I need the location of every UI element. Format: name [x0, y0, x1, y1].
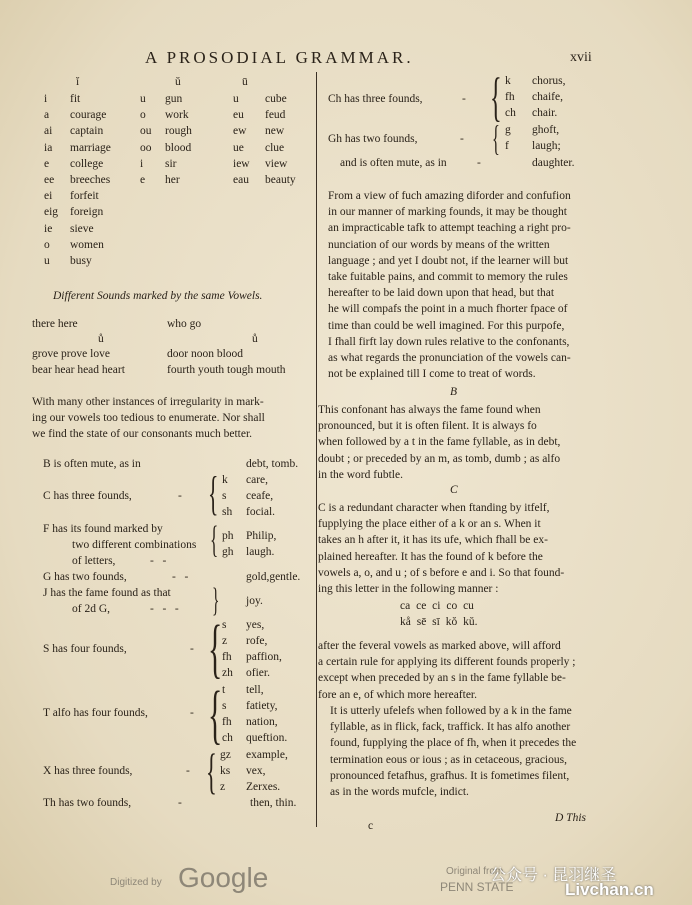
- vowel-spelling: ie: [44, 222, 53, 235]
- ka-row: kå sē sī kŏ kŭ.: [400, 616, 478, 628]
- text-line: fore an e, of which more hereafter.: [318, 688, 478, 701]
- section-c-heading: C: [450, 484, 458, 496]
- text-line: This confonant has always the fame found when: [318, 404, 541, 416]
- cons-t-letter: s: [222, 700, 227, 712]
- diff-line-2b: door noon blood: [167, 348, 244, 360]
- penn-state-label: PENN STATE: [440, 880, 514, 894]
- vowel-accent: ĭ: [76, 76, 80, 88]
- cons-f-letter: ph: [222, 530, 234, 542]
- text-line: hereafter to be laid down upon that head, but that: [328, 287, 555, 300]
- text-line: It is utterly ufelefs when followed by a k in the fame: [330, 705, 572, 717]
- text-line: an impracticable tafk to attempt teaching a right pro-: [328, 222, 571, 235]
- page-number: xvii: [570, 50, 592, 65]
- vowel-example: blood: [165, 141, 192, 154]
- cons-x-label: X has three founds,: [43, 765, 133, 777]
- vowel-example: foreign: [70, 206, 104, 219]
- left-paragraph: [32, 394, 265, 443]
- ch-letter: fh: [505, 91, 515, 103]
- catchword: D This: [555, 812, 586, 824]
- digitized-by-label: Digitized by: [110, 877, 162, 888]
- text-line: pronounced fetafhus, grafhus. It is fometimes filent,: [330, 769, 570, 782]
- text-line: doubt ; or preceded by an m, as tomb, dumb ; as alfo: [318, 452, 561, 465]
- cons-s-letter: z: [222, 635, 228, 647]
- vowel-spelling: ue: [233, 141, 244, 154]
- vowel-example: clue: [265, 141, 285, 154]
- ch-label: Ch has three founds,: [328, 93, 423, 105]
- google-logo: Google: [178, 862, 269, 893]
- text-line: C is a redundant character when ftanding by itfelf,: [318, 502, 550, 514]
- cons-th-label: Th has two founds,: [43, 797, 132, 809]
- diff-line-2: grove prove love: [32, 348, 110, 360]
- text-line: fyllable, as in flick, fack, traffick. It has alfo another: [330, 721, 571, 734]
- vowel-spelling: eig: [44, 206, 59, 219]
- text-line: as in the words mufcle, indict.: [330, 786, 469, 799]
- diff-line-3: bear hear head heart: [32, 364, 125, 376]
- text-line: we find the state of our consonants much better.: [32, 428, 253, 441]
- cons-s-example: ofier.: [246, 667, 270, 679]
- running-header: A PROSODIAL GRAMMAR.: [145, 48, 414, 67]
- vowel-example: forfeit: [70, 190, 99, 203]
- vowel-example: breeches: [70, 174, 111, 186]
- cons-g-example: gold,gentle.: [246, 571, 301, 583]
- cons-t-label: T alfo has four founds,: [43, 707, 148, 719]
- cons-f-example: laugh.: [246, 546, 275, 558]
- vowel-example: her: [165, 174, 180, 186]
- text-line: a certain rule for applying its different founds properly ;: [318, 656, 576, 669]
- text-line: when followed by a t in the fame fyllable, as in debt,: [318, 436, 561, 449]
- vowel-spelling: eu: [233, 109, 244, 122]
- vowel-spelling: i: [140, 157, 144, 170]
- vowel-spelling: e: [140, 174, 146, 186]
- text-line: language ; and yet I doubt not, if the learner will but: [328, 254, 569, 267]
- cons-c-example: care,: [246, 474, 269, 486]
- text-line: he will compafs the point in a much fhorter fpace of: [328, 303, 568, 316]
- vowel-spelling: u: [44, 255, 50, 267]
- cons-t-letter: fh: [222, 716, 232, 728]
- right-paragraph-1: [328, 188, 571, 382]
- text-line: except when preceded by an s in the fame fyllable be-: [318, 672, 566, 685]
- cons-f-label: two different combinations: [72, 539, 197, 551]
- vowel-example: courage: [70, 109, 107, 122]
- cons-t-example: nation,: [246, 716, 278, 728]
- vowel-spelling: ew: [233, 125, 247, 138]
- vowel-accent: ū: [242, 76, 248, 88]
- vowel-example: busy: [70, 255, 92, 267]
- vowel-spelling: ou: [140, 125, 152, 138]
- cons-s-letter: fh: [222, 651, 232, 663]
- cons-s-letter: s: [222, 619, 227, 631]
- cons-s-example: rofe,: [246, 635, 268, 647]
- c-paragraph: [318, 500, 564, 597]
- cons-c-letter: s: [222, 490, 227, 502]
- text-line: takes an h after it, it has its ufe, which fhall be ex-: [318, 534, 548, 547]
- vowel-spelling: o: [44, 238, 50, 251]
- text-line: found, fupplying the place of fh, when it precedes the: [330, 737, 577, 750]
- vowel-example: gun: [165, 93, 183, 105]
- watermark-text: 公众号 · 昆羽继圣: [490, 867, 617, 884]
- original-from-label: Original from: [446, 866, 504, 877]
- gh-example: ghoft,: [532, 124, 560, 136]
- cons-x-example: vex,: [246, 765, 266, 777]
- vowel-spelling: u: [233, 93, 239, 105]
- mute-label: and is often mute, as in: [340, 157, 447, 169]
- vowel-example: rough: [165, 125, 192, 138]
- gh-letter: g: [505, 124, 511, 136]
- text-line: fupplying the place either of a k or an s. When it: [318, 518, 541, 531]
- text-line: pronounced, but it is often filent. It is always fo: [318, 420, 537, 433]
- cons-th-example: then, thin.: [250, 797, 297, 809]
- vowel-example: view: [265, 157, 288, 170]
- diff-line-3b: fourth youth tough mouth: [167, 364, 286, 376]
- cons-c-letter: k: [222, 474, 228, 486]
- cons-x-letter: z: [220, 781, 226, 793]
- ch-example: chorus,: [532, 75, 566, 87]
- vowel-spelling: iew: [233, 157, 250, 170]
- ch-letter: ch: [505, 107, 516, 119]
- cons-j-example: joy.: [246, 595, 263, 607]
- cons-t-letter: t: [222, 684, 226, 696]
- vowel-spelling: ei: [44, 190, 53, 203]
- vowel-spelling: i: [44, 93, 48, 105]
- cons-s-example: paffion,: [246, 651, 282, 663]
- cons-t-letter: ch: [222, 732, 233, 744]
- gh-letter: f: [505, 140, 509, 152]
- vowel-spelling: ia: [44, 141, 53, 154]
- book-page: A PROSODIAL GRAMMAR. xvii ĭ ŭ ū i fit a courage ai captain ia marriage e college ee breeches ei forfeit eig foreign ie sieve o women u busy u gun o work ou rough oo blood i sir e her u cube eu feud ew new ue clue iew view eau beauty Different Sounds marked by the same Vowels. there here who go ů ů grove prove love door noon blood bear hear head heart fourth youth tough mouth With many other instances of irregularity in mark- ing our vowels too tedious to enumerate. Nor shall we find the state of our consonants much better. B is often mute, as in debt, tomb. C has three founds, - { k s sh care, ceafe, focial. F has its found marked by two different combinations of letters, - - { ph gh Philip, laugh. G has two founds, - - gold,gentle. J has the fame found as that of 2d G, - - - } joy. S has four founds, - { s z fh zh yes, rofe, paffion, ofier. T alfo has four founds, - { t s fh ch tell, fatiety, nation, queftion. X has three founds, - { gz ks z example, vex, Zerxes. Th has two founds, - then, thin. Ch has three founds, - { k fh ch chorus, chaife, chair. Gh has two founds, - { g f ghoft, laugh; and is often mute, as in - daughter. From a view of fuch amazing diforder and confufion in our manner of marking founds, it may be thought an impracticable tafk to attempt teaching a right pro- nunciation of our words by means of the written language ; and yet I doubt not, if the learner will but take fuitable pains, and commit to memory the rules hereafter to be laid down upon that head, but that he will compafs the point in a much fhorter fpace of time than could be well imagined. For this purpofe, I fhall firft lay down rules relative to the confonants, as what regards the pronunciation of the vowels can- not be explained till I come to treat of words. B This confonant has always the fame found when pronounced, but it is often filent. It is always fo when followed by a t in the fame fyllable, as in debt, doubt ; or preceded by an m, as tomb, dumb ; as alfo in the word fubtle. C C is a redundant character when ftanding by itfelf, fupplying the place either of a k or an s. When it takes an h after it, it has its ufe, which fhall be ex- plained hereafter. It has the found of k before the vowels a, o, and u ; of s before e and i. So that found- ing this letter in the following manner : ca ce ci co cu kå sē sī kŏ kŭ. after the feveral vowels as marked above, will afford a certain rule for applying its different founds properly ; except when preceded by an s in the fame fyllable be- fore an e, of which more hereafter. It is utterly ufelefs when followed by a k in the fame fyllable, as in flick, fack, traffick. It has alfo another found, fupplying the place of fh, when it precedes the termination eous or ious ; as in cetaceous, gracious, pronounced fetafhus, grafhus. It is fometimes filent, as in the words mufcle, indict. c D This Digitized by Google Original from PENN STATE 公众号 · 昆羽继圣 Livchan.cn: [0, 0, 692, 905]
- cons-x-letter: gz: [220, 749, 231, 761]
- cons-f-example: Philip,: [246, 530, 277, 542]
- vowel-example: fit: [70, 93, 81, 105]
- section-b-heading: B: [450, 386, 458, 398]
- vowel-spelling: o: [140, 109, 146, 122]
- vowel-example: new: [265, 125, 285, 138]
- text-line: in the word fubtle.: [318, 468, 403, 481]
- cons-t-example: fatiety,: [246, 700, 278, 712]
- text-line: With many other instances of irregularity in mark-: [32, 396, 264, 408]
- diff-accent-b: ů: [252, 333, 258, 345]
- vowel-example: work: [165, 109, 189, 122]
- cons-f-label: of letters,: [72, 555, 116, 567]
- vowel-example: captain: [70, 125, 104, 138]
- ch-letter: k: [505, 75, 511, 87]
- vowel-accent: ŭ: [175, 76, 181, 88]
- text-line: termination eous or ious ; as in cetaceous, gracious,: [330, 753, 567, 766]
- cons-b-label: B is often mute, as in: [43, 458, 141, 470]
- vowel-spelling: a: [44, 109, 50, 122]
- gh-label: Gh has two founds,: [328, 133, 418, 145]
- mute-example: daughter.: [532, 157, 575, 169]
- cons-s-example: yes,: [246, 619, 265, 631]
- cons-c-example: focial.: [246, 506, 276, 518]
- vowel-example: sir: [165, 157, 177, 170]
- b-paragraph: [318, 402, 560, 483]
- cons-x-letter: ks: [220, 765, 231, 777]
- text-line: I fhall firft lay down rules relative to the confonants,: [328, 335, 570, 348]
- vowel-example: women: [70, 238, 104, 251]
- text-line: take fuitable pains, and commit to memory the rules: [328, 271, 568, 284]
- ch-example: chair.: [532, 107, 558, 119]
- text-line: vowels a, o, and u ; of s before e and i. So that found-: [318, 566, 565, 579]
- cons-c-label: C has three founds,: [43, 490, 132, 502]
- text-line: after the feveral vowels as marked above, will afford: [318, 640, 561, 652]
- c-paragraph-3: [330, 703, 576, 800]
- text-line: in our manner of marking founds, it may be thought: [328, 206, 567, 219]
- text-line: as what regards the pronunciation of the vowels can-: [328, 352, 571, 365]
- vowel-spelling: u: [140, 93, 146, 105]
- ch-example: chaife,: [532, 91, 563, 103]
- vowel-spelling: ee: [44, 174, 55, 186]
- cons-j-label: J has the fame found as that: [43, 587, 171, 599]
- cons-c-letter: sh: [222, 506, 233, 518]
- vowel-spelling: e: [44, 157, 50, 170]
- column-divider: [316, 72, 317, 827]
- vowel-example: beauty: [265, 174, 296, 186]
- vowel-spelling: oo: [140, 141, 152, 154]
- cons-x-example: Zerxes.: [246, 781, 281, 793]
- cons-c-example: ceafe,: [246, 490, 274, 502]
- vowel-example: college: [70, 157, 104, 170]
- cons-f-letter: gh: [222, 546, 234, 558]
- vowel-example: feud: [265, 109, 286, 122]
- vowel-example: marriage: [70, 141, 111, 154]
- vowel-spelling: ai: [44, 125, 53, 138]
- text-line: ing our vowels too tedious to enumerate. Nor shall: [32, 412, 265, 425]
- c-paragraph-2: [318, 638, 576, 703]
- ca-row: ca ce ci co cu: [400, 600, 474, 612]
- diff-line-1b: who go: [167, 318, 202, 330]
- vowel-example: sieve: [70, 222, 94, 235]
- cons-b-example: debt, tomb.: [246, 458, 299, 470]
- text-line: nunciation of our words by means of the written: [328, 238, 550, 251]
- cons-s-label: S has four founds,: [43, 643, 127, 655]
- watermark-site: Livchan.cn: [565, 880, 654, 899]
- text-line: time than could be well imagined. For this purpofe,: [328, 319, 565, 332]
- cons-t-example: tell,: [246, 684, 264, 696]
- cons-j-label: of 2d G,: [72, 603, 111, 615]
- diff-line-1: there here: [32, 318, 78, 330]
- gh-example: laugh;: [532, 140, 561, 152]
- vowel-example: cube: [265, 93, 287, 105]
- diff-sounds-heading: Different Sounds marked by the same Vowels.: [53, 290, 263, 302]
- vowel-spelling: eau: [233, 174, 249, 186]
- text-line: ing this letter in the following manner :: [318, 583, 499, 596]
- text-line: not be explained till I come to treat of words.: [328, 368, 536, 381]
- cons-f-label: F has its found marked by: [43, 523, 163, 535]
- cons-s-letter: zh: [222, 667, 233, 679]
- cons-g-label: G has two founds,: [43, 571, 127, 583]
- cons-t-example: queftion.: [246, 732, 288, 744]
- diff-accent-a: ů: [98, 333, 104, 345]
- text-line: From a view of fuch amazing diforder and confufion: [328, 190, 571, 202]
- cons-x-example: example,: [246, 749, 288, 761]
- signature-mark: c: [368, 820, 374, 832]
- text-line: plained hereafter. It has the found of k before the: [318, 550, 543, 563]
